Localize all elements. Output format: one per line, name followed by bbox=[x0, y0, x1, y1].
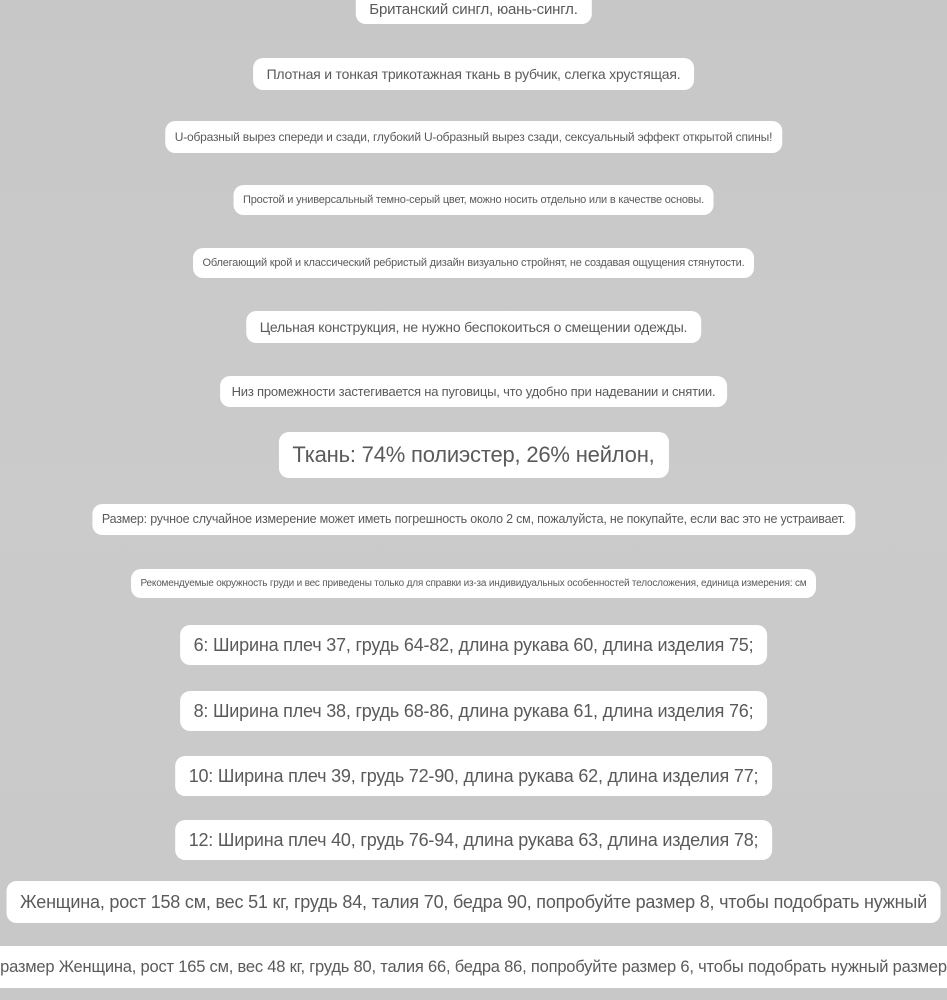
text-line-recommendation: Рекомендуемые окружность груди и вес приведены только для справки из-за индивидуальных особенностей телосложения, единица измерения: см bbox=[131, 569, 817, 598]
text-line-style: Британский сингл, юань-сингл. bbox=[355, 0, 591, 24]
text-line-fabric: Плотная и тонкая трикотажная ткань в рубчик, слегка хрустящая. bbox=[253, 58, 695, 90]
text-line-composition: Ткань: 74% полиэстер, 26% нейлон, bbox=[278, 432, 668, 478]
text-line-color: Простой и универсальный темно-серый цвет, можно носить отдельно или в качестве основы. bbox=[233, 185, 714, 215]
text-line-buttons: Низ промежности застегивается на пуговицы, что удобно при надевании и снятии. bbox=[220, 376, 728, 407]
text-line-fit: Облегающий крой и классический ребристый дизайн визуально стройнят, не создавая ощущения стянутости. bbox=[193, 248, 755, 278]
size-row-6: 6: Ширина плеч 37, грудь 64-82, длина рукава 60, длина изделия 75; bbox=[180, 625, 768, 665]
text-line-size-note: Размер: ручное случайное измерение может иметь погрешность около 2 см, пожалуйста, не покупайте, если вас это не устраивает. bbox=[92, 504, 855, 535]
model-example-1: Женщина, рост 158 см, вес 51 кг, грудь 84, талия 70, бедра 90, попробуйте размер 8, чтобы подобрать нужный bbox=[6, 881, 941, 923]
size-row-8: 8: Ширина плеч 38, грудь 68-86, длина рукава 61, длина изделия 76; bbox=[180, 691, 768, 731]
text-line-construction: Цельная конструкция, не нужно беспокоиться о смещении одежды. bbox=[246, 311, 702, 343]
size-row-10: 10: Ширина плеч 39, грудь 72-90, длина рукава 62, длина изделия 77; bbox=[175, 756, 773, 796]
model-example-2: размер Женщина, рост 165 см, вес 48 кг, грудь 80, талия 66, бедра 86, попробуйте размер 6, чтобы подобрать нужный размер bbox=[0, 946, 947, 988]
text-line-neckline: U-образный вырез спереди и сзади, глубокий U-образный вырез сзади, сексуальный эффект открытой спины! bbox=[165, 121, 783, 153]
size-row-12: 12: Ширина плеч 40, грудь 76-94, длина рукава 63, длина изделия 78; bbox=[175, 820, 773, 860]
